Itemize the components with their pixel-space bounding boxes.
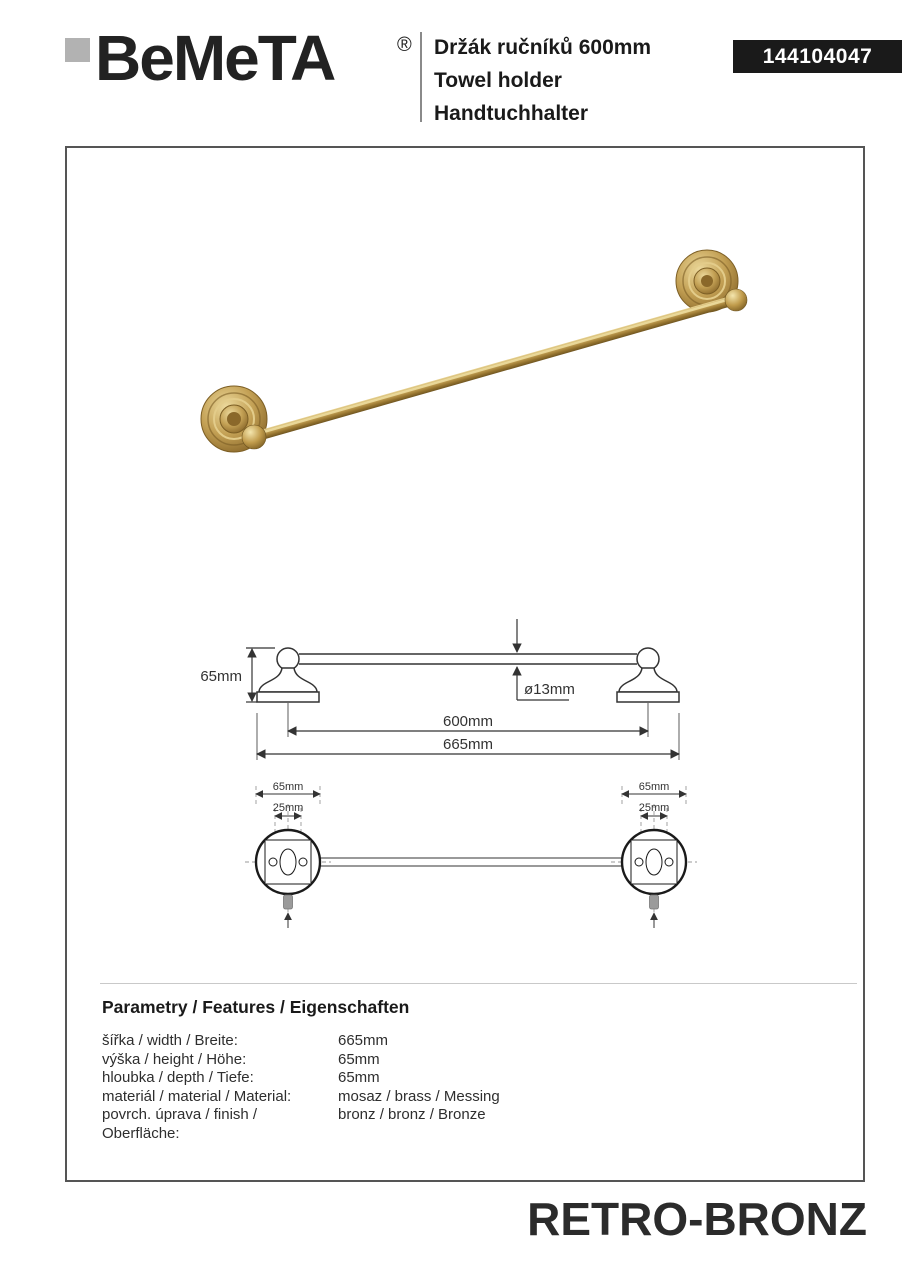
- datasheet-frame: [65, 146, 865, 1182]
- table-row: [102, 1051, 500, 1070]
- dim-overall-width-label: 665mm: [442, 736, 494, 753]
- logo-wordmark: BeMeTA: [95, 22, 335, 94]
- dim-height-label: 65mm: [200, 668, 242, 685]
- param-value-depth: 65mm: [338, 1069, 380, 1086]
- dim-rosette-diameter-label: 65mm: [272, 781, 304, 793]
- parameters-title: Parametry / Features / Eigenschaften: [102, 997, 410, 1017]
- top-view-drawing: [195, 780, 700, 940]
- front-view-drawing: [195, 615, 700, 770]
- header-divider: [420, 32, 422, 122]
- product-title-cs: Držák ručníků 600mm: [434, 36, 652, 59]
- table-row: [102, 1106, 500, 1143]
- param-value-height: 65mm: [338, 1050, 380, 1068]
- dim-rosette-diameter-label-right: 65mm: [638, 781, 670, 793]
- parameters-table: [102, 1032, 500, 1143]
- series-name: RETRO-BRONZ: [527, 1193, 867, 1245]
- param-value-finish: bronz / bronz / Bronze: [338, 1106, 486, 1123]
- dim-hole-spacing-label-right: 25mm: [638, 802, 670, 814]
- product-code-badge: 144104047: [733, 40, 902, 73]
- table-row: [102, 1069, 500, 1088]
- param-label-finish: povrch. úprava / finish / Oberfläche:: [102, 1106, 258, 1142]
- photo-rod: [253, 294, 739, 441]
- dim-diameter-label: ø13mm: [524, 681, 575, 698]
- registered-trademark-icon: ®: [397, 34, 412, 56]
- dim-hole-spacing-label: 25mm: [272, 802, 304, 814]
- param-label-depth: hloubka / depth / Tiefe:: [102, 1069, 254, 1086]
- product-title-block: [434, 31, 651, 130]
- param-value-material: mosaz / brass / Messing: [338, 1087, 500, 1105]
- table-row: [102, 1032, 500, 1051]
- photo-left-ball: [242, 425, 266, 449]
- product-photo: [170, 231, 760, 471]
- product-title-de: Handtuchhalter: [434, 102, 589, 125]
- param-value-width: 665mm: [338, 1032, 389, 1049]
- table-row: [102, 1088, 500, 1107]
- header: [0, 0, 905, 146]
- photo-right-ball: [725, 289, 747, 311]
- param-label-width: šířka / width / Breite:: [102, 1032, 238, 1049]
- logo-square-icon: [65, 38, 90, 62]
- dim-bar-length-label: 600mm: [442, 713, 494, 730]
- param-label-height: výška / height / Höhe:: [102, 1050, 247, 1068]
- param-label-material: materiál / material / Material:: [102, 1087, 292, 1105]
- parameters-divider: [100, 983, 857, 984]
- product-title-en: Towel holder: [434, 69, 562, 92]
